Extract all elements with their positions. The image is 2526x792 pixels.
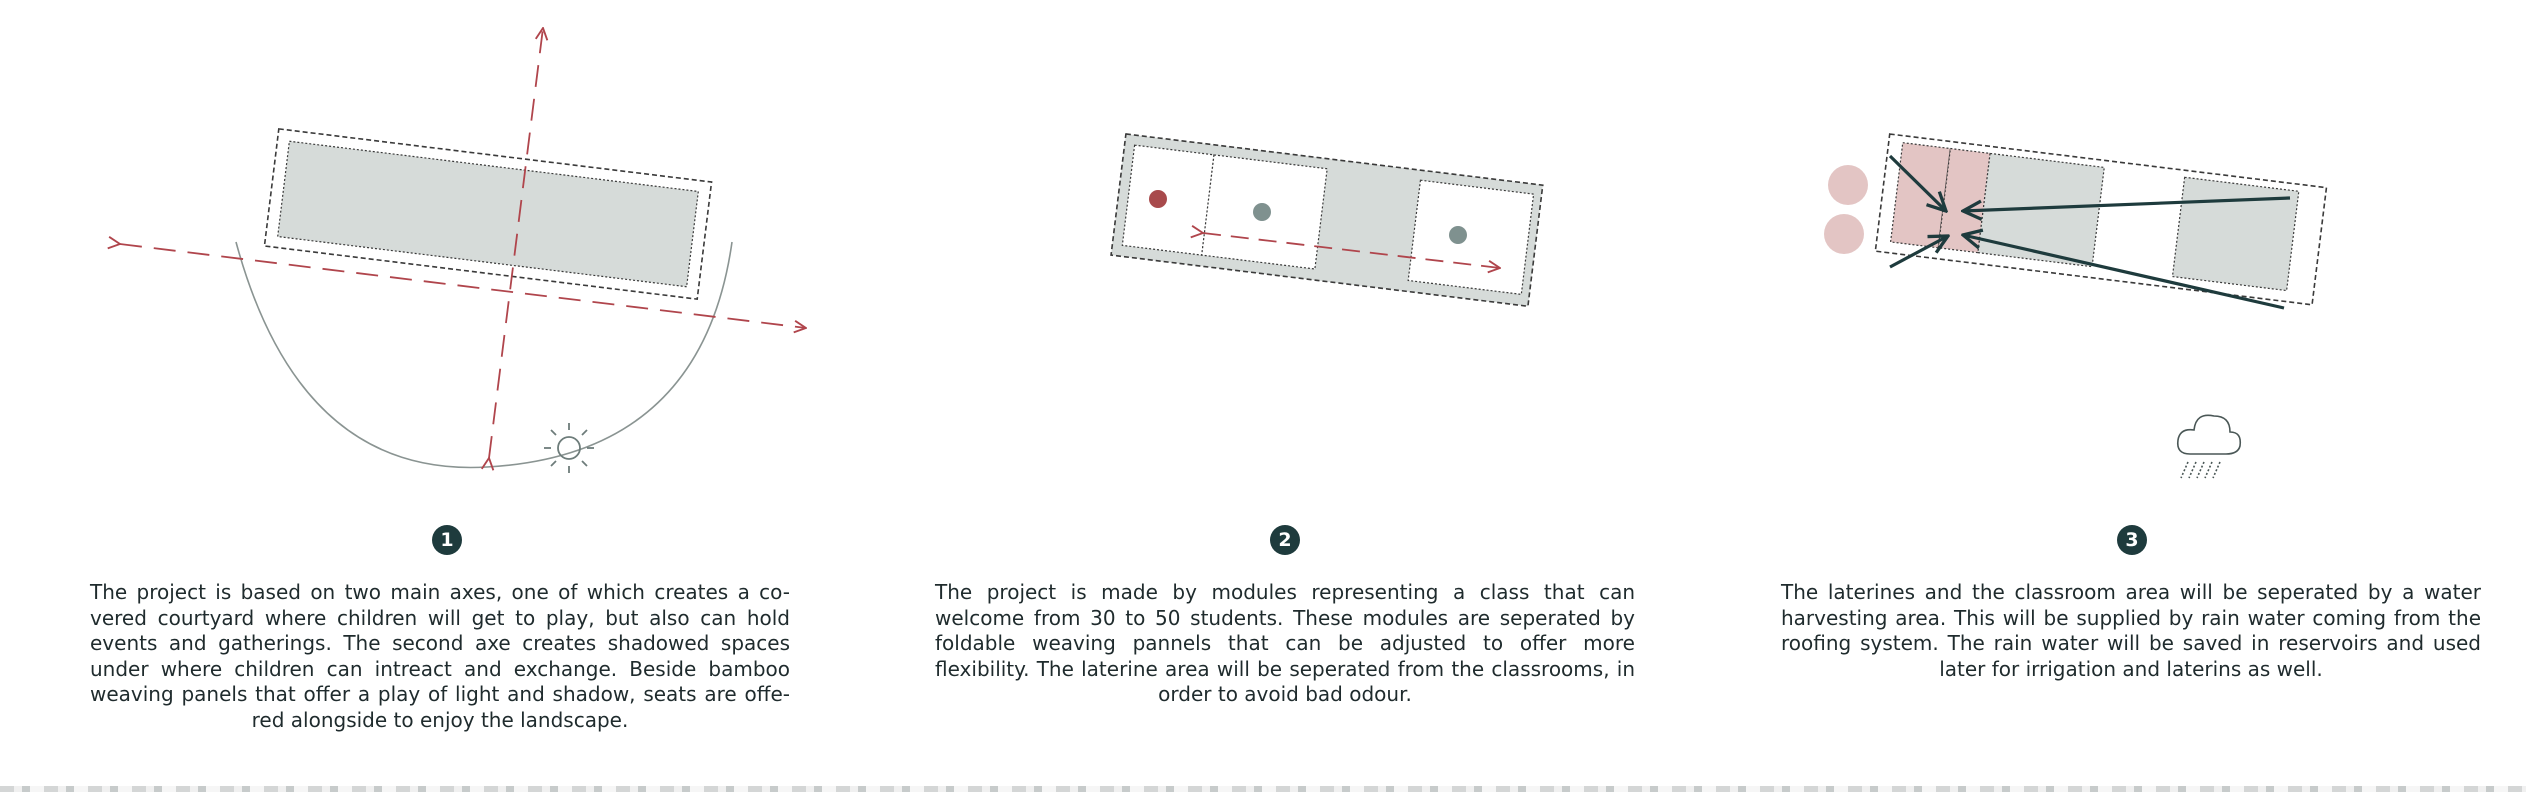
step-number-2: 2 [1270, 525, 1300, 555]
step-number-1: 1 [432, 525, 462, 555]
step-2-caption: The project is made by modules representing a class that can welcome from 30 to 50 students. These modules are seperated by foldable weaving pannels that can be adjusted to offer more flexibility. The laterine area will be seperated from the classrooms, in order to avoid bad odour. [935, 580, 1635, 706]
classroom-dot-2 [1449, 226, 1467, 244]
classroom-area-2 [2172, 177, 2298, 290]
reservoir-1 [1828, 165, 1868, 205]
diagram-3-water [1824, 134, 2326, 478]
rain-cloud-icon [2178, 415, 2241, 478]
step-3-caption: The laterines and the classroom area will be seperated by a water harvesting area. This will be supplied by rain water coming from the roofing system. The rain water will be saved in reservoirs and used later for irrigation and laterins as well. [1781, 580, 2481, 681]
sun-icon [544, 423, 594, 473]
latrine-module [1122, 145, 1214, 255]
bottom-border-strip [0, 786, 2526, 792]
latrine-dot [1149, 190, 1167, 208]
reservoir-2 [1824, 214, 1864, 254]
step-number-3: 3 [2117, 525, 2147, 555]
step-1-caption: The project is based on two main axes, one of which creates a co-vered courtyard where children will get to play, but also can hold events and gatherings. The second axe creates shadowed spaces under where children can intreact and exchange. Beside bamboo weaving panels that offer a play of light and shadow, seats are offe-red alongside to enjoy the landscape. [90, 580, 790, 732]
diagram-2-modules [1111, 134, 1543, 306]
diagram-1-building [264, 129, 711, 299]
classroom-module-2 [1408, 180, 1533, 294]
classroom-dot-1 [1253, 203, 1271, 221]
diagram-1-axes [120, 28, 806, 473]
covered-courtyard [278, 141, 699, 286]
